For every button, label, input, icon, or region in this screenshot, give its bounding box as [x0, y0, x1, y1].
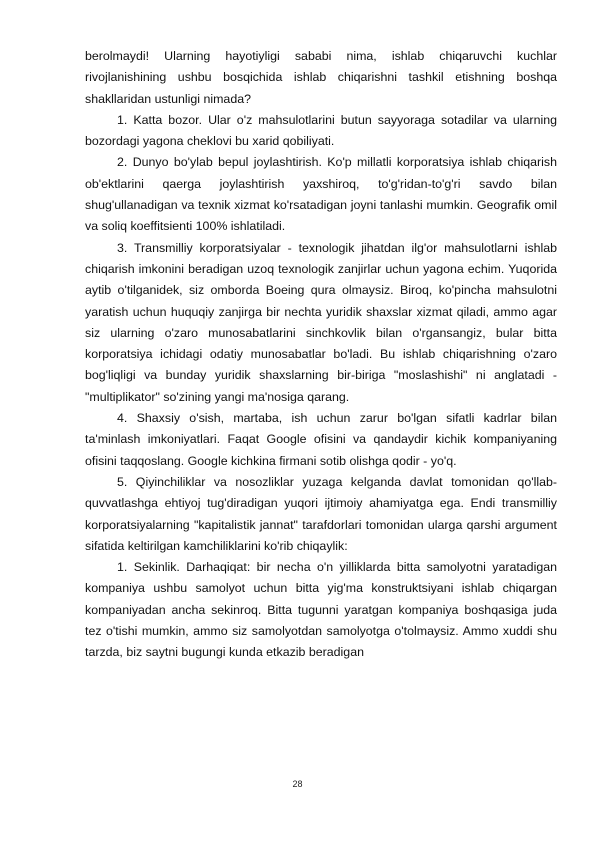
document-page: [85, 46, 557, 664]
paragraph-social-significance: 5. Qiyinchiliklar va nosozliklar yuzaga kelganda davlat tomonidan qo'llab-quvvatlashga ehtiyoj tug'diradigan yuqori ijtimoiy ahamiyatga ega. Endi transmilliy korporatsiyalarning "kapitalistik jannat" tarafdorlari tomonidan ularga qarshi argument sifatida keltirilgan kamchiliklarini ko'rib chiqaylik:: [85, 474, 557, 553]
paragraph-technological-chains: 3. Transmilliy korporatsiyalar - texnologik jihatdan ilg'or mahsulotlarni ishlab chiqarish imkonini beradigan uzoq texnologik zanjirlar uchun yagona echim. Yuqorida aytib o'tilganidek, siz omborda Boeing qura olmaysiz. Biroq, ko'pincha mahsulotni yaratish uchun huquqiy zanjirga bir nechta yuridik shaxslar xizmat qiladi, ammo agar siz ularning o'zaro munosabatlarini sinchkovlik bilan o'rgansangiz, bular bitta korporatsiya ichidagi odatiy munosabatlar bo'ladi. Bu ishlab chiqarishning o'zaro bog'liqligi va bunday yuridik shaxslarning bir-biriga "moslashishi" ni anglatadi - "multiplikator" so'zining yangi ma'nosiga qarang.: [85, 240, 557, 404]
paragraph-free-placement: 2. Dunyo bo'ylab bepul joylashtirish. Ko'p millatli korporatsiya ishlab chiqarish ob'ektlarini qaerga joylashtirish yaxshiroq, to'g'ridan-to'g'ri savdo bilan shug'ullanadigan va texnik xizmat ko'rsatadigan joyni tanlashi mumkin. Geografik omil va soliq koeffitsienti 100% ishlatiladi.: [85, 155, 557, 234]
page-number: 28: [292, 779, 303, 789]
paragraph-slowness: 1. Sekinlik. Darhaqiqat: bir necha o'n yilliklarda bitta samolyotni yaratadigan kompaniya ushbu samolyot uchun bitta yig'ma konstruktsiyani ishlab chiqargan kompaniyadan ancha sekinroq. Bitta tugunni yaratgan kompaniya boshqasiga juda tez o'tishi mumkin, ammo siz samolyotdan samolyotga o'tolmaysiz. Ammo xuddi shu tarzda, biz saytni bugungi kunda etkazib beradigan: [85, 560, 557, 660]
paragraph-large-market: 1. Katta bozor. Ular o'z mahsulotlarini butun sayyoraga sotadilar va ularning bozordagi yagona cheklovi bu xarid qobiliyati.: [85, 112, 557, 149]
paragraph-continuation: berolmaydi! Ularning hayotiyligi sababi nima, ishlab chiqaruvchi kuchlar rivojlanishining ushbu bosqichida ishlab chiqarishni tashkil etishning boshqa shakllaridan ustunligi nimada?: [85, 49, 557, 106]
paragraph-personal-growth: 4. Shaxsiy o'sish, martaba, ish uchun zarur bo'lgan sifatli kadrlar bilan ta'minlash imkoniyatlari. Faqat Google ofisini va qandaydir kichik kompaniyaning ofisini taqqoslang. Google kichkina firmani sotib olishga qodir - yo'q.: [85, 411, 557, 468]
